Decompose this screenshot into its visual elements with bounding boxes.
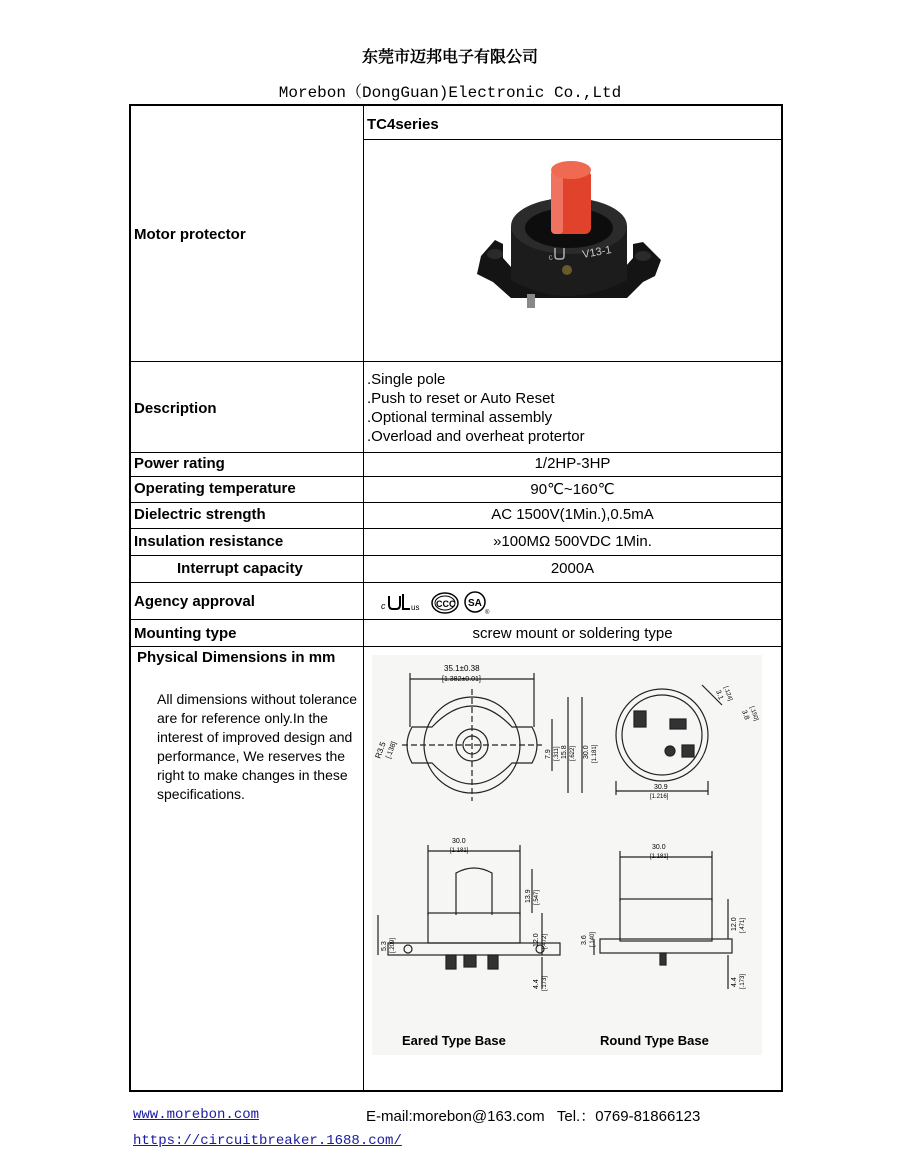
product-series: TC4series — [367, 116, 439, 133]
website-link[interactable]: www.morebon.com — [133, 1107, 260, 1123]
row-divider — [131, 502, 781, 503]
ul-logo — [381, 594, 419, 612]
mounting-type-label: Mounting type — [134, 625, 237, 642]
dielectric-strength-label: Dielectric strength — [134, 506, 266, 523]
csa-logo — [465, 592, 490, 616]
row-divider — [131, 476, 781, 477]
eared-top-view — [402, 673, 582, 801]
dimensions-note: All dimensions without tolerance are for reference only.In the interest of improved design and performance, We reserves the right to make changes in these specifications. — [157, 691, 357, 802]
eared-side-view — [378, 845, 560, 989]
dim-w1-inch: [1.181] — [450, 848, 469, 854]
operating-temperature-label: Operating temperature — [134, 480, 296, 497]
dim-w2-inch: [1.181] — [650, 854, 669, 860]
power-rating-label: Power rating — [134, 455, 225, 472]
description-line: .Push to reset or Auto Reset — [367, 390, 555, 407]
dim-b5: 3.6 — [581, 935, 588, 945]
agency-logos — [381, 588, 491, 616]
dim-t2: 3.8 — [740, 709, 751, 721]
column-divider — [363, 106, 364, 1090]
dim-h2-inch: [1.181] — [592, 744, 598, 763]
caption-round-base: Round Type Base — [600, 1033, 709, 1048]
row-divider — [131, 646, 781, 647]
description-line: .Overload and overheat protertor — [367, 428, 585, 445]
dim-t1-inch: [.124] — [722, 685, 733, 702]
contact-info: E-mail:morebon@163.com Tel.：0769-81866123 — [366, 1108, 701, 1125]
insulation-resistance-value: »100MΩ 500VDC 1Min. — [493, 533, 652, 550]
row-divider — [131, 452, 781, 453]
ccc-logo — [432, 593, 458, 613]
row-divider — [131, 528, 781, 529]
dim-p1: 13.9 — [525, 889, 532, 903]
row-divider — [131, 361, 781, 362]
row-divider — [131, 582, 781, 583]
row-divider — [363, 139, 781, 140]
svg-text:CCC: CCC — [436, 599, 456, 609]
spec-sheet-table — [129, 104, 783, 1092]
dim-r: R3.5 — [373, 740, 388, 760]
dim-b6: 4.4 — [731, 977, 738, 987]
dim-h3-inch: [.311] — [554, 746, 560, 761]
agency-approval-label: Agency approval — [134, 593, 255, 610]
dim-h2: 30.0 — [583, 745, 590, 759]
svg-text:c: c — [547, 252, 554, 262]
dim-w1: 30.0 — [452, 838, 466, 845]
dim-b5-inch: [.140] — [590, 931, 596, 947]
dim-t2-inch: [.150] — [748, 705, 759, 722]
operating-temperature-value: 90℃~160℃ — [530, 481, 615, 498]
product-photo — [467, 148, 667, 338]
dim-w2: 30.0 — [652, 844, 666, 851]
company-name-cn: 东莞市迈邦电子有限公司 — [361, 47, 538, 66]
dim-h1: 15.8 — [561, 745, 568, 759]
dimensions-label: Physical Dimensions in mm — [137, 649, 336, 666]
mounting-type-value: screw mount or soldering type — [472, 625, 673, 642]
caption-eared-base: Eared Type Base — [402, 1033, 506, 1048]
insulation-resistance-label: Insulation resistance — [134, 533, 284, 550]
dim-b4: 12.0 — [731, 917, 738, 931]
interrupt-capacity-value: 2000A — [550, 560, 595, 577]
round-side-view — [594, 851, 732, 989]
dim-b2: 5.3 — [381, 941, 388, 951]
dim-b3-inch: [.173] — [542, 975, 548, 991]
round-bottom-view — [616, 685, 725, 795]
dim-d2-inch: [1.216] — [650, 794, 669, 800]
dim-b2-inch: [.209] — [390, 937, 396, 953]
dim-h3: 7.9 — [545, 749, 552, 759]
row-divider — [131, 555, 781, 556]
description-line: .Optional terminal assembly — [367, 409, 553, 426]
description-list — [367, 370, 585, 446]
dim-p1-inch: [.547] — [534, 889, 540, 905]
svg-text:us: us — [411, 603, 420, 612]
dim-h1-inch: [.622] — [570, 745, 576, 761]
description-line: .Single pole — [367, 371, 446, 388]
dim-b6-inch: [.173] — [740, 973, 746, 989]
svg-text:SA: SA — [468, 598, 482, 609]
dielectric-strength-value: AC 1500V(1Min.),0.5mA — [491, 506, 654, 523]
product-category: Motor protector — [134, 226, 246, 243]
dim-b4-inch: [.471] — [740, 917, 746, 933]
dim-b1: 12.0 — [533, 933, 540, 947]
row-divider — [131, 619, 781, 620]
dimension-drawing — [372, 655, 762, 1055]
photo-marking: V13-1 — [581, 244, 613, 261]
dim-d1: 35.1±0.38 — [444, 664, 480, 673]
company-name-en: Morebon（DongGuan)Electronic Co.,Ltd — [278, 84, 622, 102]
svg-text:c: c — [381, 601, 386, 611]
dim-r-inch: [.138] — [385, 740, 398, 760]
dim-b1-inch: [.472] — [542, 933, 548, 949]
shop-link[interactable]: https://circuitbreaker.1688.com/ — [133, 1133, 402, 1149]
interrupt-capacity-label: Interrupt capacity — [177, 560, 303, 577]
dim-d2: 30.9 — [654, 784, 668, 791]
svg-text:®: ® — [485, 610, 490, 616]
power-rating-value: 1/2HP-3HP — [534, 455, 611, 472]
dim-t1: 3.1 — [714, 689, 725, 701]
dim-b3: 4.4 — [533, 979, 540, 989]
dim-d1-inch: [1.382±0.01] — [442, 676, 481, 683]
description-label: Description — [134, 400, 217, 417]
